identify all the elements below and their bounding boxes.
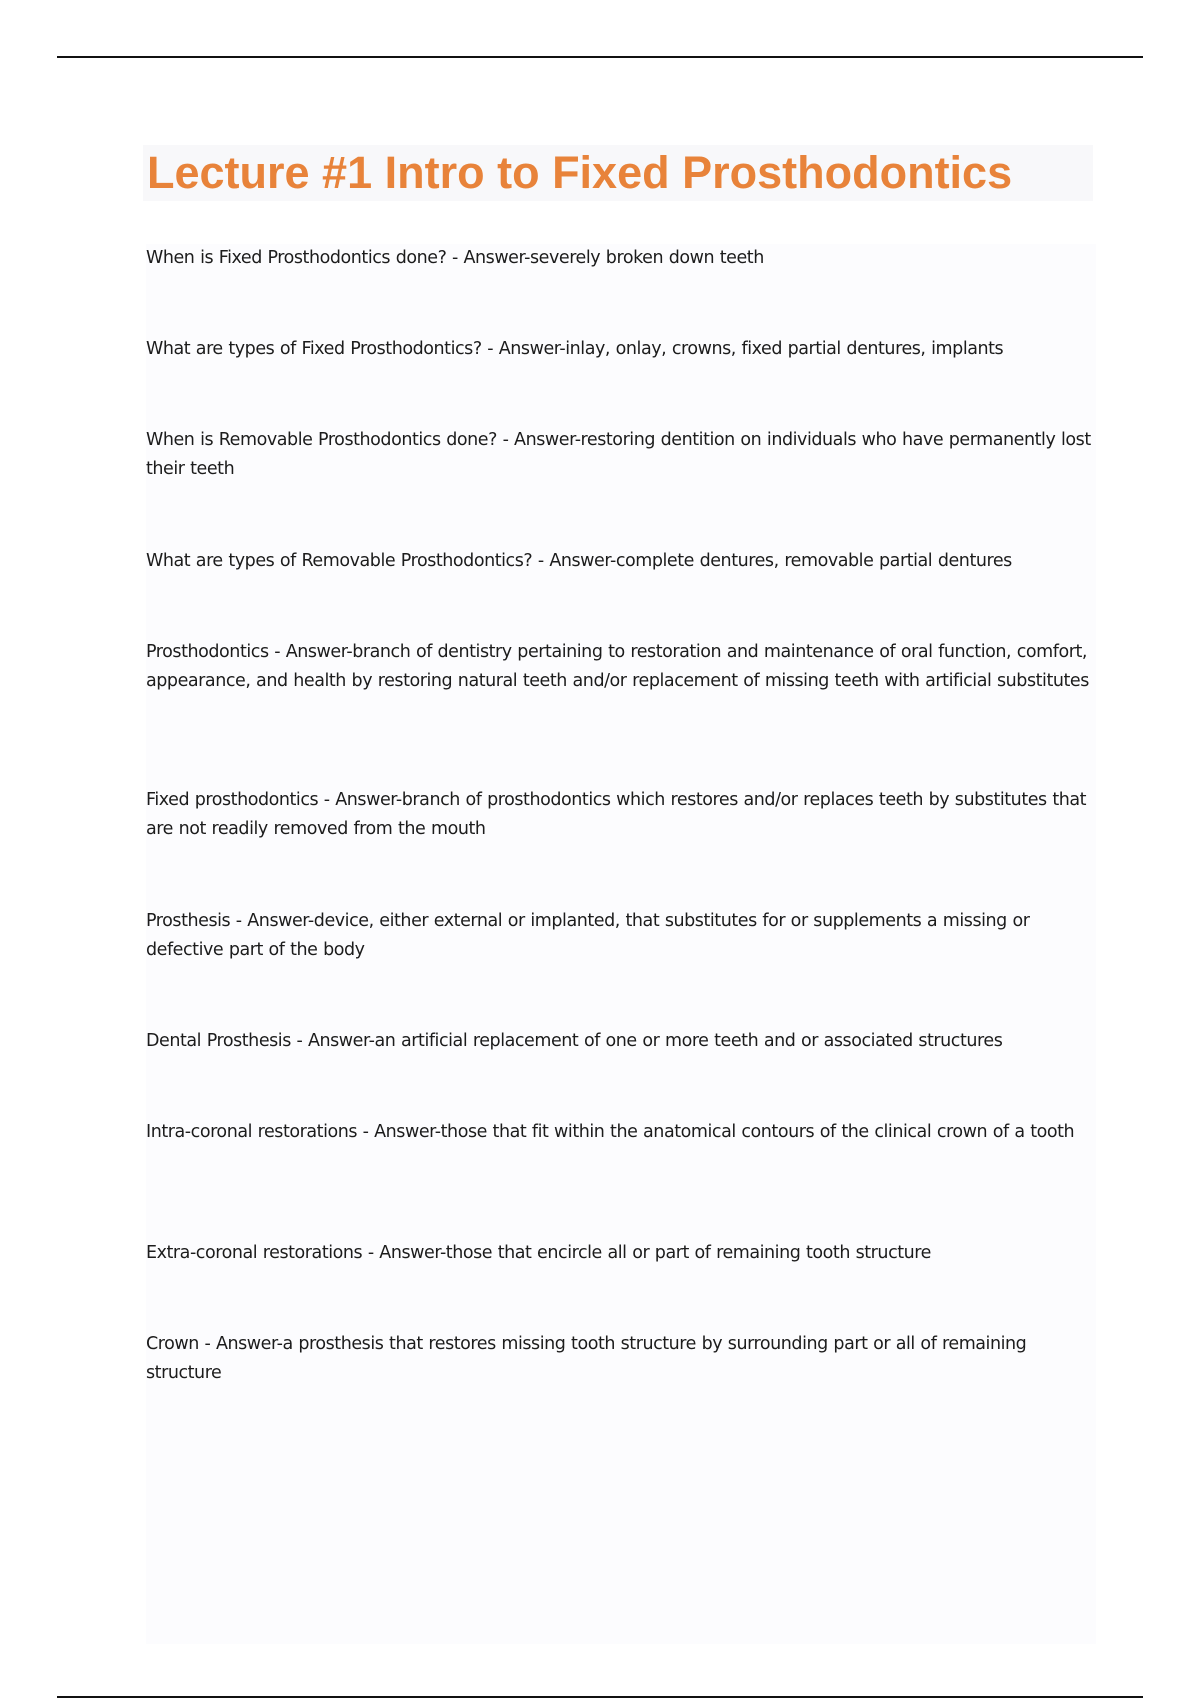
qa-item: When is Fixed Prosthodontics done? - Answer-severely broken down teeth <box>146 248 764 268</box>
qa-item: What are types of Removable Prosthodontics? - Answer-complete dentures, removable partial dentures <box>146 551 1012 571</box>
qa-item: Extra-coronal restorations - Answer-those that encircle all or part of remaining tooth structure <box>146 1243 931 1263</box>
qa-item: Fixed prosthodontics - Answer-branch of prosthodontics which restores and/or replaces teeth by substitutes that are not readily removed from the mouth <box>146 790 1087 839</box>
qa-item: When is Removable Prosthodontics done? - Answer-restoring dentition on individuals who have permanently lost their teeth <box>146 430 1091 479</box>
top-rule <box>57 56 1143 58</box>
qa-item: Intra-coronal restorations - Answer-those that fit within the anatomical contours of the clinical crown of a tooth <box>146 1122 1075 1142</box>
qa-item: Prosthesis - Answer-device, either external or implanted, that substitutes for or supplements a missing or defective part of the body <box>146 911 1030 960</box>
bottom-rule <box>57 1696 1143 1698</box>
page-title: Lecture #1 Intro to Fixed Prosthodontics <box>147 147 1013 198</box>
qa-item: What are types of Fixed Prosthodontics? - Answer-inlay, onlay, crowns, fixed partial dentures, implants <box>146 339 1004 359</box>
qa-item: Crown - Answer-a prosthesis that restores missing tooth structure by surrounding part or all of remaining structure <box>146 1334 1027 1383</box>
qa-item: Dental Prosthesis - Answer-an artificial replacement of one or more teeth and or associated structures <box>146 1031 1003 1051</box>
qa-list <box>146 244 1096 1644</box>
qa-item: Prosthodontics - Answer-branch of dentistry pertaining to restoration and maintenance of oral function, comfort, appearance, and health by restoring natural teeth and/or replacement of missing teeth with artificial substitutes <box>146 642 1089 691</box>
title-banner <box>143 145 1093 201</box>
